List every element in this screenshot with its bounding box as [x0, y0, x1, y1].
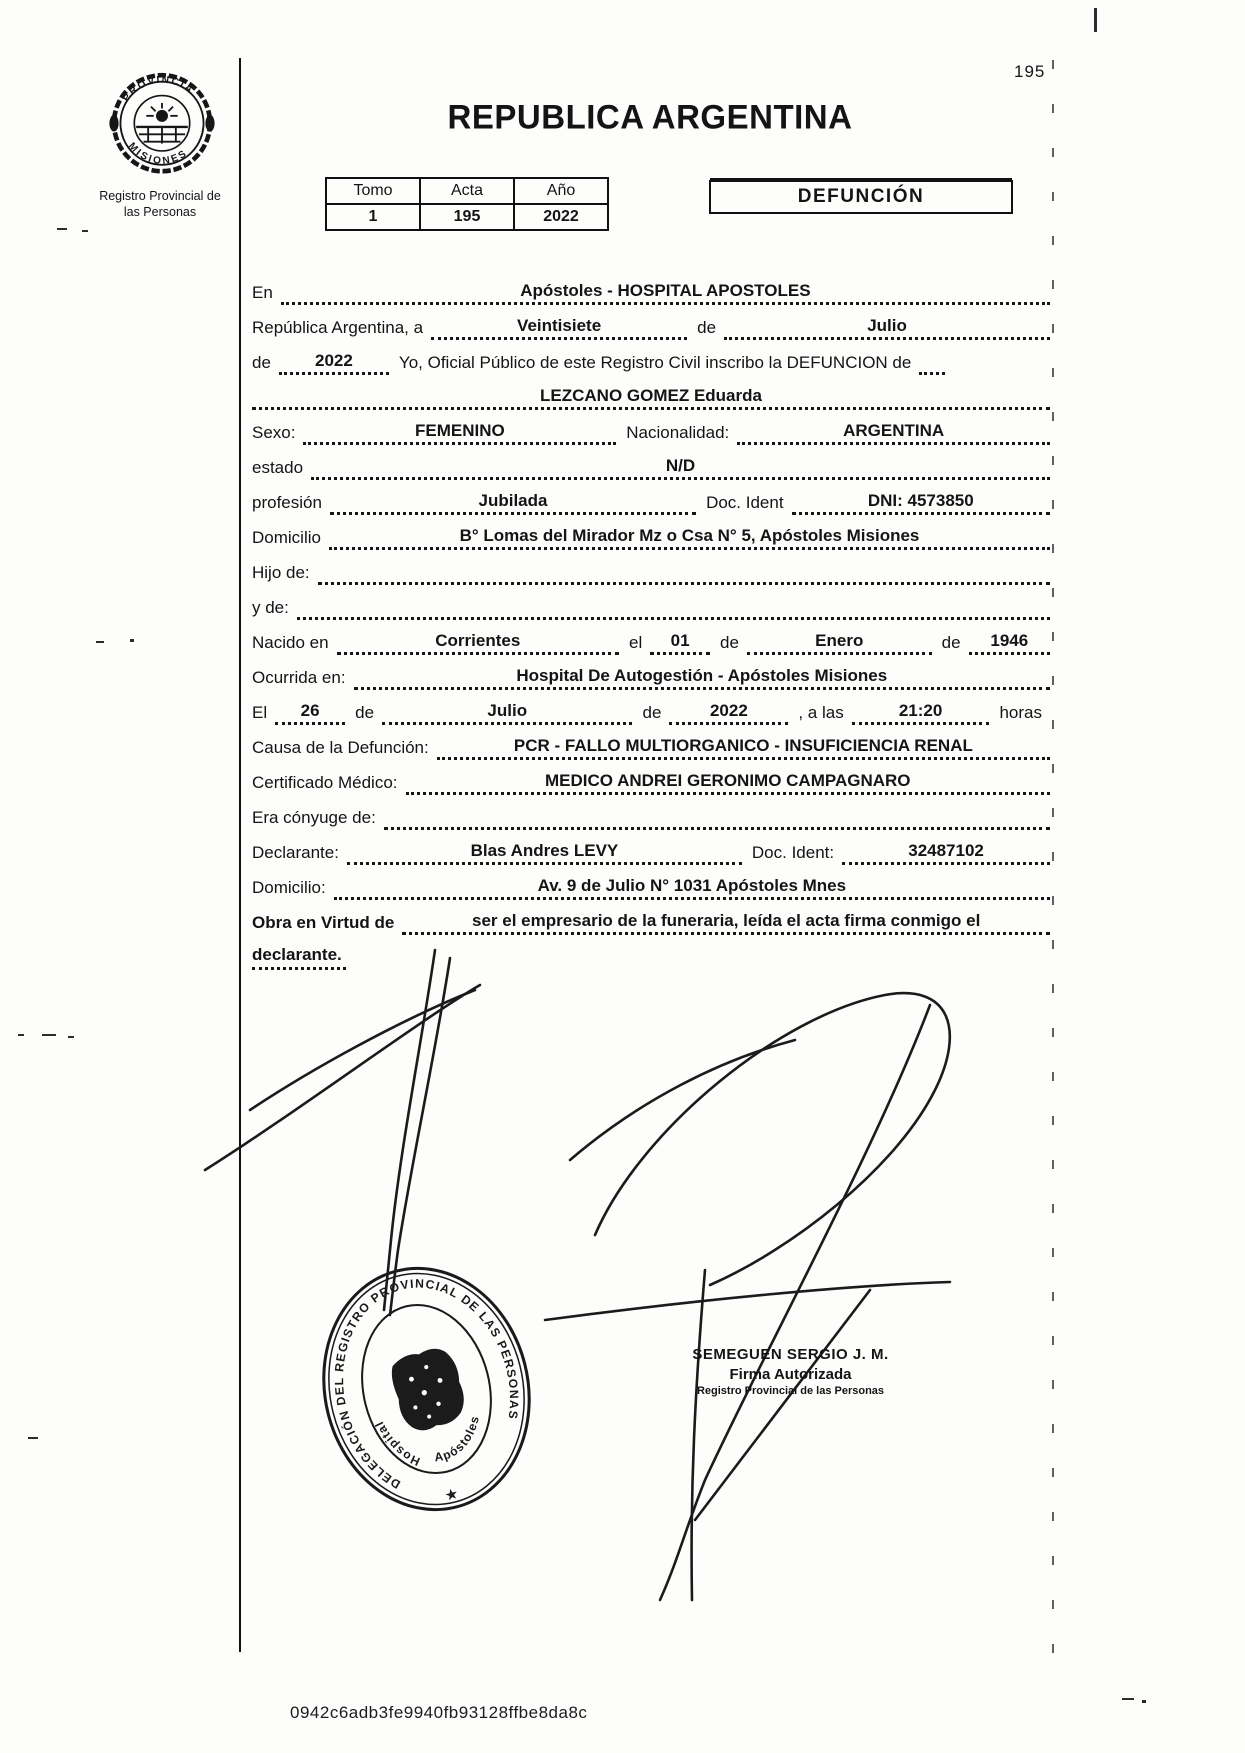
signer-name: SEMEGUEN SERGIO J. M. — [692, 1346, 889, 1363]
field-profesion — [252, 480, 1050, 515]
field-fallecimiento-horas: horas — [999, 703, 1042, 722]
scan-artifact — [1094, 8, 1097, 32]
field-domicilio — [252, 515, 1050, 550]
bridge-icon — [136, 127, 188, 144]
field-domicilio-declarante — [252, 865, 1050, 900]
field-declarante-value: Blas Andres LEVY — [347, 840, 742, 865]
star-icon: ★ — [442, 1485, 461, 1506]
field-fallecimiento-de1: de — [355, 703, 375, 722]
field-fallecimiento-dia: 26 — [275, 700, 345, 725]
field-certificado-value: MEDICO ANDREI GERONIMO CAMPAGNARO — [406, 770, 1050, 795]
handwritten-signature — [150, 920, 1100, 1680]
field-fallecimiento — [252, 690, 1050, 725]
seal-bottom-text: MISIONES — [125, 140, 191, 167]
field-anio-acta — [252, 340, 1050, 375]
closing-statement-body: ser el empresario de la funeraria, leída el acta firma conmigo el — [402, 910, 1050, 935]
field-nacido-lugar: Corrientes — [337, 630, 619, 655]
doc-type-label: DEFUNCIÓN — [797, 186, 925, 207]
seal-caption-line2: las Personas — [123, 205, 197, 220]
table-value-acta: 195 — [420, 204, 514, 230]
scan-artifact — [57, 228, 67, 230]
authorized-signature-block — [633, 1345, 948, 1398]
record-table — [325, 177, 609, 231]
field-causa-label: Causa de la Defunción: — [252, 738, 429, 757]
table-value-tomo: 1 — [326, 204, 420, 230]
field-anio-label: de — [252, 353, 271, 372]
field-nacido-de1: de — [720, 633, 739, 652]
closing-statement — [252, 900, 1050, 935]
field-conyuge-label: Era cónyuge de: — [252, 808, 376, 827]
registry-stamp-icon — [318, 1262, 536, 1516]
scan-artifact — [1142, 1700, 1146, 1703]
field-nacido-mes: Enero — [747, 630, 932, 655]
field-anio-value: 2022 — [279, 350, 389, 375]
field-sexo-label: Sexo: — [252, 423, 296, 442]
field-fallecimiento-anio: 2022 — [669, 700, 788, 725]
field-nacido — [252, 620, 1050, 655]
field-declarante-doc-label: Doc. Ident: — [751, 843, 835, 862]
scan-artifact — [42, 1034, 56, 1036]
field-ocurrida — [252, 655, 1050, 690]
signer-role: Firma Autorizada — [729, 1365, 852, 1383]
seal-top-text: PROVINCIA — [120, 74, 196, 104]
document-hash: 0942c6adb3fe9940fb93128ffbe8da8c — [290, 1703, 588, 1722]
field-hijo-de-value — [318, 560, 1050, 585]
stamp-inner-left-text: Hospital — [372, 1418, 423, 1469]
stamp-inner-right-text: Apóstoles — [433, 1413, 483, 1465]
sun-icon — [146, 103, 177, 121]
field-nacido-de2: de — [941, 633, 961, 652]
table-header-tomo: Tomo — [326, 178, 420, 204]
form-left-border — [239, 58, 241, 1652]
field-domicilio2-label: Domicilio: — [252, 878, 326, 897]
field-lugar — [252, 270, 1050, 305]
stamp-ring-text: DELEGACIÓN DEL REGISTRO PROVINCIAL DE LAS PERSONAS — [332, 1276, 522, 1492]
scan-artifact — [1122, 1698, 1134, 1700]
field-declarante — [252, 830, 1050, 865]
field-certificado-label: Certificado Médico: — [252, 773, 398, 792]
field-fecha-acta — [252, 305, 1050, 340]
table-header-anio: Año — [514, 178, 608, 204]
scan-artifact — [82, 230, 88, 232]
field-nacionalidad-value: ARGENTINA — [737, 420, 1050, 445]
coat-of-arms-icon — [100, 66, 224, 186]
scan-artifact — [130, 639, 134, 642]
field-certificado — [252, 760, 1050, 795]
field-lugar-value: Apóstoles - HOSPITAL APOSTOLES — [281, 280, 1050, 305]
field-hijo-de — [252, 550, 1050, 585]
field-fecha-mes: Julio — [724, 315, 1050, 340]
field-anio-filler — [919, 350, 945, 375]
field-profesion-value: Jubilada — [330, 490, 696, 515]
table-header-acta: Acta — [420, 178, 514, 204]
field-fallecimiento-alas: , a las — [798, 703, 844, 722]
closing-statement-line2 — [252, 937, 1050, 970]
field-sexo-nacionalidad — [252, 410, 1050, 445]
doc-type-box — [709, 180, 1013, 214]
field-anio-texto: Yo, Oficial Público de este Registro Civil inscribo la DEFUNCION de — [398, 353, 912, 372]
stamp-emblem-icon — [387, 1344, 469, 1435]
field-causa — [252, 725, 1050, 760]
field-nacido-anio: 1946 — [969, 630, 1050, 655]
scan-artifact — [18, 1034, 24, 1036]
field-nacido-label: Nacido en — [252, 633, 329, 652]
field-nombre-value: LEZCANO GOMEZ Eduarda — [252, 385, 1050, 410]
field-lugar-label: En — [252, 283, 273, 302]
field-conyuge — [252, 795, 1050, 830]
field-nacido-el: el — [629, 633, 643, 652]
signer-organization: Registro Provincial de las Personas — [696, 1385, 885, 1397]
field-estado-value: N/D — [311, 455, 1050, 480]
registry-stamp — [318, 1262, 536, 1516]
seal-caption — [70, 188, 250, 221]
form-right-border — [1052, 60, 1054, 1660]
provincial-seal — [100, 66, 224, 186]
field-fecha-label: República Argentina, a — [252, 318, 424, 337]
field-sexo-value: FEMENINO — [303, 420, 616, 445]
field-ocurrida-value: Hospital De Autogestión - Apóstoles Misiones — [354, 665, 1050, 690]
field-domicilio-value: B° Lomas del Mirador Mz o Csa N° 5, Apóstoles Misiones — [329, 525, 1050, 550]
field-fecha-de: de — [697, 318, 717, 337]
field-conyuge-value — [384, 805, 1050, 830]
field-y-de-value — [297, 595, 1050, 620]
field-doc-ident-value: DNI: 4573850 — [792, 490, 1050, 515]
field-declarante-label: Declarante: — [252, 843, 339, 862]
field-fallecimiento-de2: de — [642, 703, 662, 722]
field-fallecimiento-mes: Julio — [382, 700, 632, 725]
field-ocurrida-label: Ocurrida en: — [252, 668, 346, 687]
field-profesion-label: profesión — [252, 493, 322, 512]
scan-artifact — [28, 1437, 38, 1439]
form-area — [252, 270, 1050, 970]
field-domicilio2-value: Av. 9 de Julio N° 1031 Apóstoles Mnes — [334, 875, 1050, 900]
field-estado — [252, 445, 1050, 480]
field-estado-label: estado — [252, 458, 304, 477]
field-nacido-dia: 01 — [650, 630, 710, 655]
scan-artifact — [96, 641, 104, 643]
closing-statement-suffix: declarante. — [252, 945, 346, 970]
field-hijo-de-label: Hijo de: — [252, 563, 310, 582]
document-title: REPUBLICA ARGENTINA — [447, 97, 853, 136]
field-domicilio-label: Domicilio — [252, 528, 321, 547]
field-nombre — [252, 375, 1050, 410]
field-causa-value: PCR - FALLO MULTIORGANICO - INSUFICIENCIA RENAL — [437, 735, 1050, 760]
field-doc-ident-label: Doc. Ident — [706, 493, 784, 512]
scan-artifact — [68, 1036, 74, 1038]
field-fecha-dia: Veintisiete — [431, 315, 687, 340]
field-declarante-doc-value: 32487102 — [842, 840, 1050, 865]
table-value-anio: 2022 — [514, 204, 608, 230]
closing-statement-prefix: Obra en Virtud de — [252, 913, 395, 932]
field-y-de-label: y de: — [252, 598, 289, 617]
field-nacionalidad-label: Nacionalidad: — [626, 423, 730, 442]
seal-caption-line1: Registro Provincial de — [99, 189, 221, 203]
page-number: 195 — [1014, 62, 1046, 81]
field-y-de — [252, 585, 1050, 620]
field-fallecimiento-label: El — [252, 703, 268, 722]
field-fallecimiento-hora: 21:20 — [852, 700, 990, 725]
